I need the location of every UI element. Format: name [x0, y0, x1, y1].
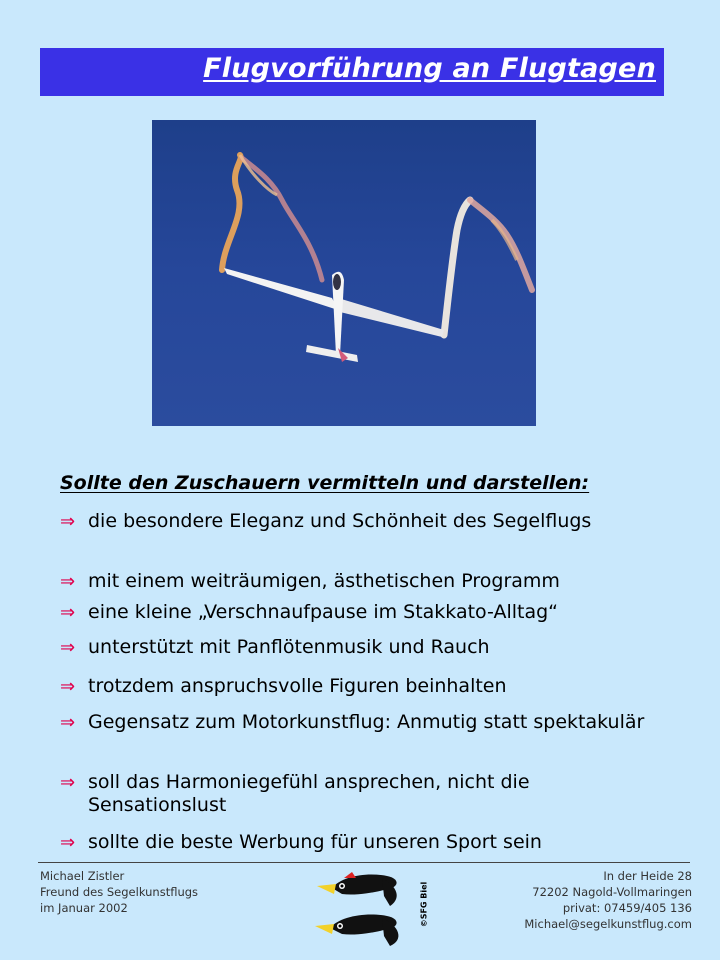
list-item-text: soll das Harmoniegefühl ansprechen, nicht die Sensationslust [88, 771, 530, 816]
list-item-text: mit einem weiträumigen, ästhetischen Programm [88, 570, 560, 592]
arrow-icon: ⇒ [60, 637, 76, 658]
title-bar [40, 48, 664, 96]
list-item-text: unterstützt mit Panflötenmusik und Rauch [88, 636, 490, 658]
copyright-text: ©SFG Biel [419, 881, 429, 928]
email-address: Michael@segelkunstflug.com [524, 917, 692, 931]
intro-heading: Sollte den Zuschauern vermitteln und darstellen: [60, 472, 590, 494]
footer-author [40, 868, 198, 916]
arrow-icon: ⇒ [60, 511, 76, 532]
arrow-icon: ⇒ [60, 602, 76, 623]
list-item [60, 570, 660, 594]
author-name: Michael Zistler [40, 869, 125, 883]
birds-logo [312, 866, 420, 952]
list-item [60, 510, 660, 534]
address-street: In der Heide 28 [603, 869, 692, 883]
copyright-mark [416, 872, 430, 942]
page-title: Flugvorführung an Flugtagen [203, 53, 656, 84]
arrow-icon: ⇒ [60, 772, 76, 793]
list-item [60, 636, 660, 660]
list-item [60, 771, 660, 817]
arrow-icon: ⇒ [60, 712, 76, 733]
address-city: 72202 Nagold-Vollmaringen [532, 885, 692, 899]
footer-divider [38, 862, 690, 863]
arrow-icon: ⇒ [60, 676, 76, 697]
list-item [60, 601, 660, 625]
list-item-text: eine kleine „Verschnaufpause im Stakkato-Alltag“ [88, 601, 559, 623]
glider-photo [152, 120, 536, 426]
arrow-icon: ⇒ [60, 832, 76, 853]
list-item [60, 711, 660, 735]
list-item-text: trotzdem anspruchsvolle Figuren beinhalten [88, 675, 507, 697]
arrow-icon: ⇒ [60, 571, 76, 592]
author-role: Freund des Segelkunstflugs [40, 885, 199, 899]
phone-number: privat: 07459/405 136 [562, 901, 692, 915]
author-date: im Januar 2002 [40, 901, 128, 915]
list-item-text: sollte die beste Werbung für unseren Sport sein [88, 831, 542, 853]
list-item [60, 831, 660, 855]
list-item-text: Gegensatz zum Motorkunstflug: Anmutig statt spektakulär [88, 711, 645, 733]
list-item [60, 675, 660, 699]
list-item-text: die besondere Eleganz und Schönheit des Segelflugs [88, 510, 592, 532]
footer-contact [524, 868, 692, 932]
